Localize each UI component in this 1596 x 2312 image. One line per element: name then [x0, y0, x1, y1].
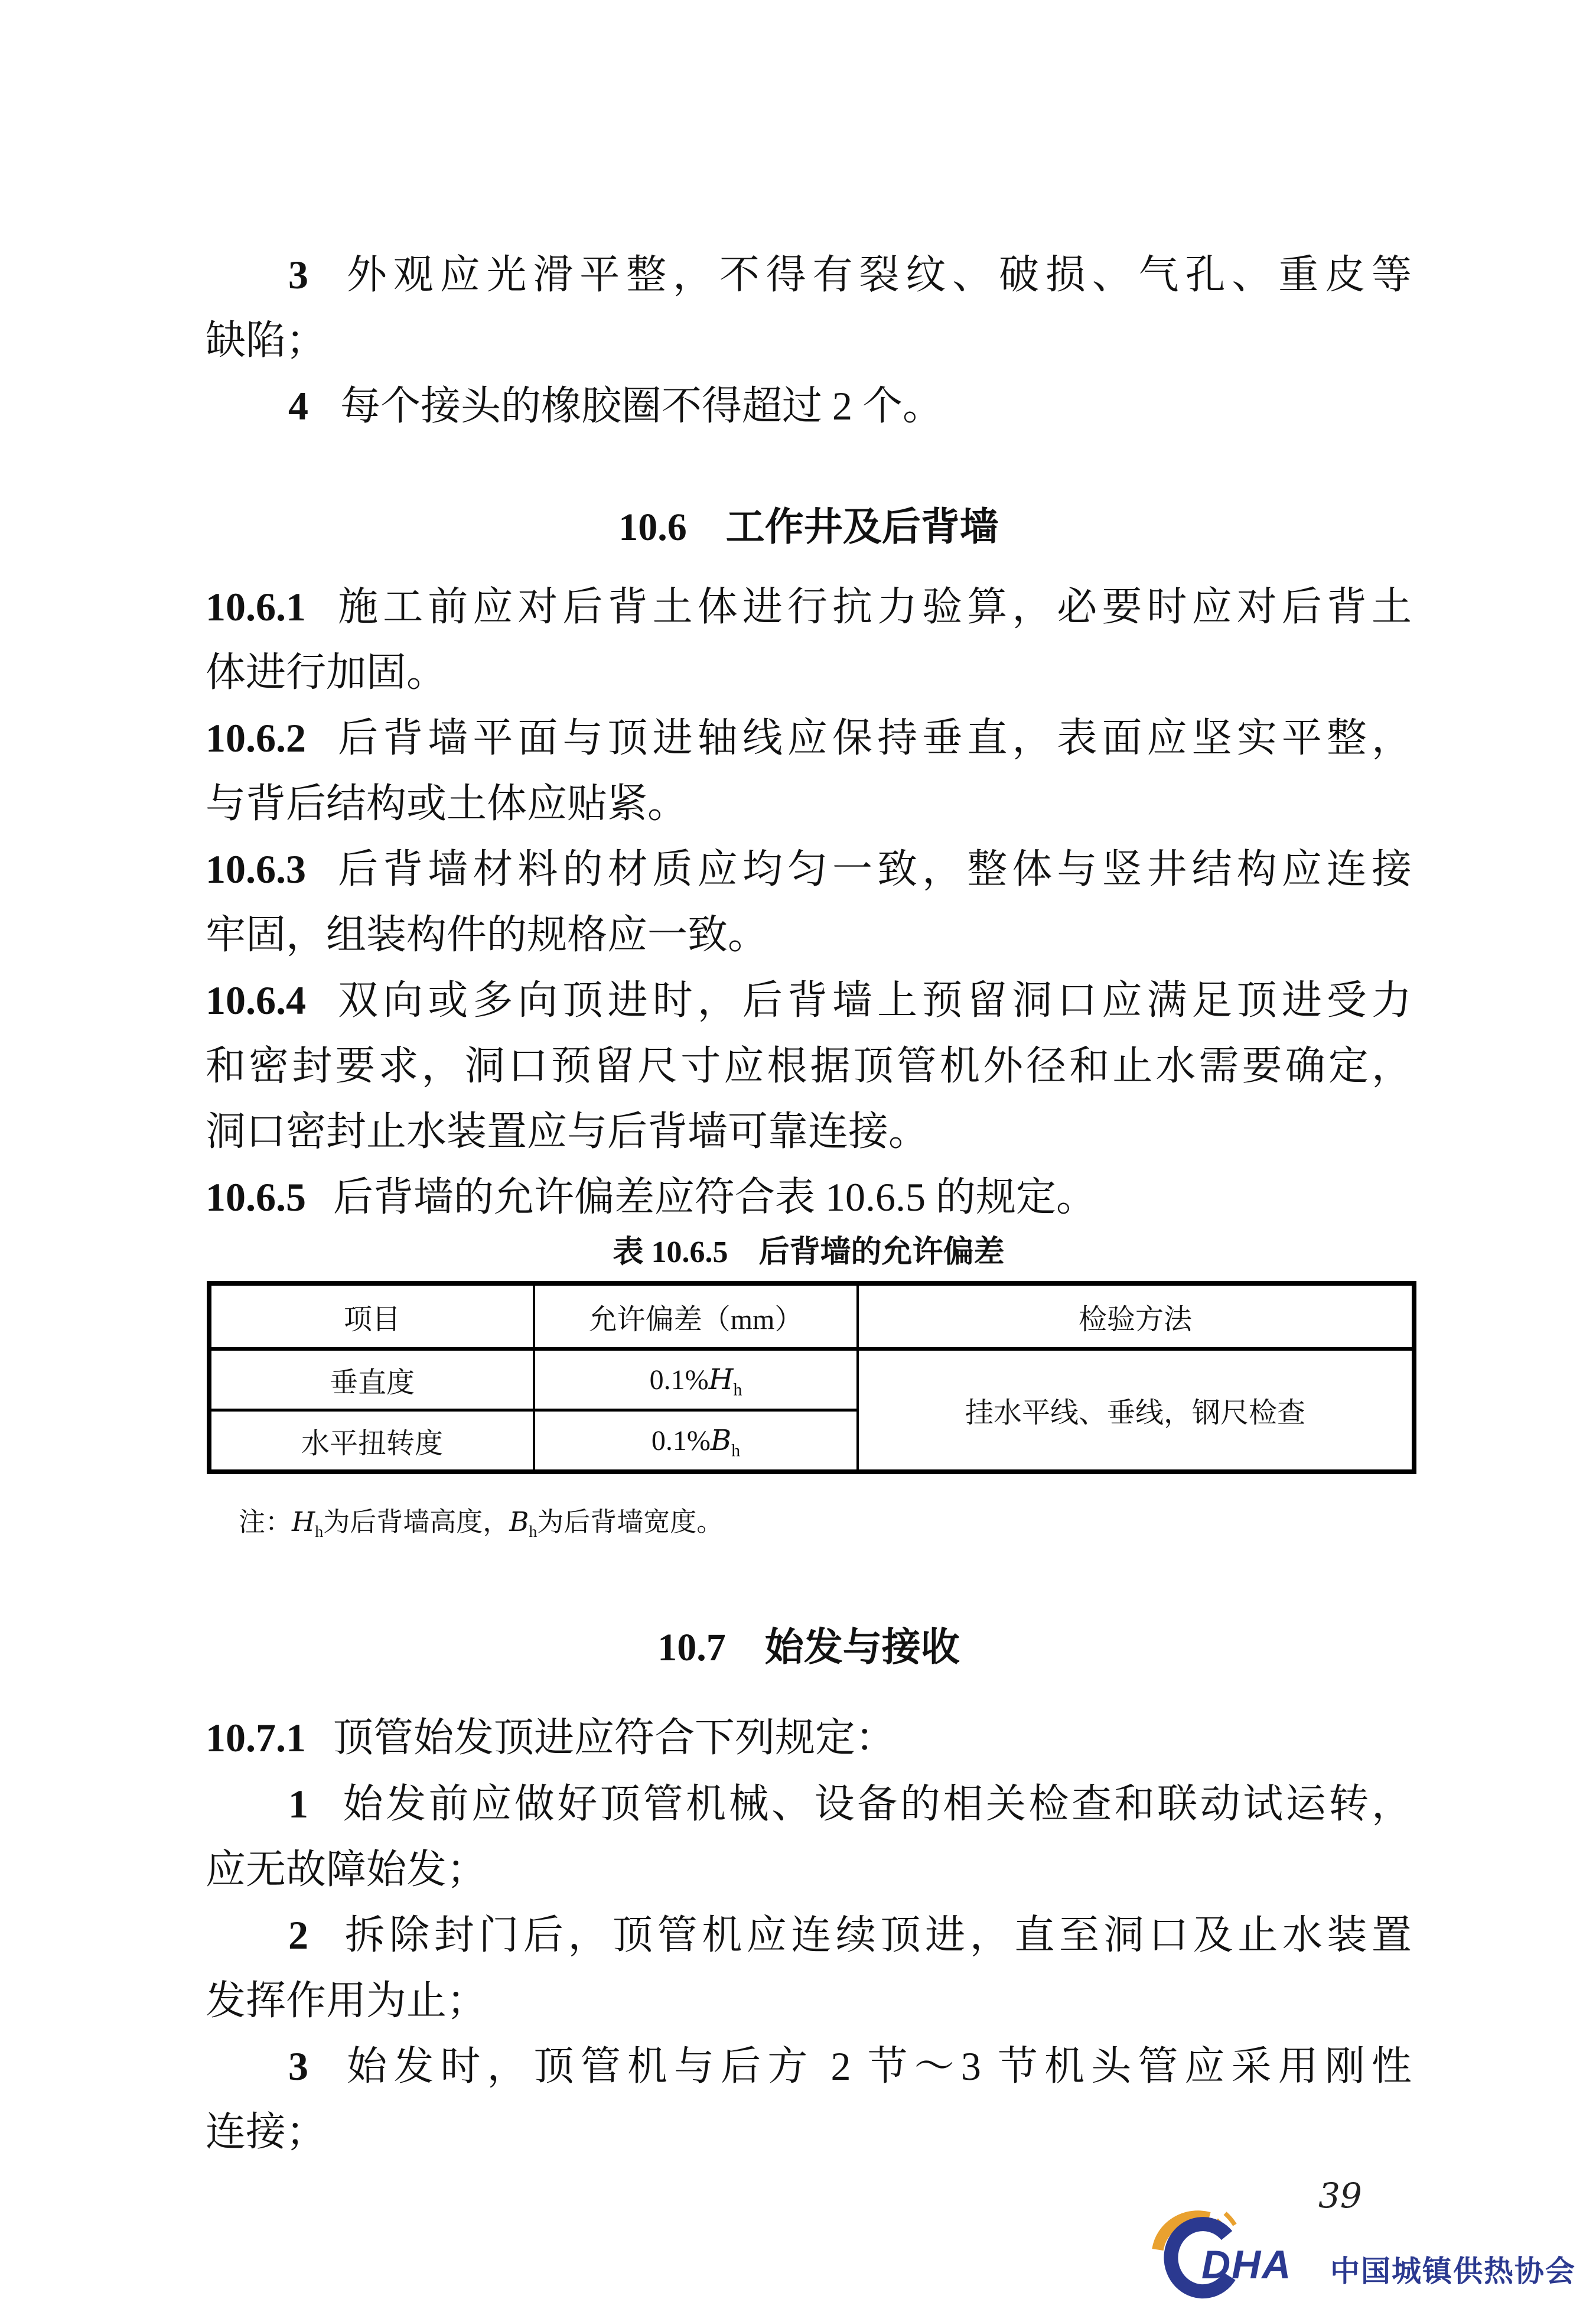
logo-org-name: 中国城镇供热协会	[1330, 2255, 1576, 2288]
item-text: 外观应光滑平整，不得有裂纹、破损、气孔、重皮等	[340, 252, 1412, 297]
clause-number: 10.6.4	[206, 978, 306, 1023]
clause-10-7-1	[206, 1713, 1412, 1762]
clause-10-6-2-continuation	[206, 779, 1412, 828]
list-item-3b	[206, 2042, 1412, 2090]
logo-acronym: DHA	[1201, 2242, 1292, 2287]
clause-10-6-1-continuation	[206, 648, 1412, 697]
table-header-item: 项目	[209, 1283, 534, 1349]
clause-text: 后背墙的允许偏差应符合表 10.6.5 的规定。	[333, 1175, 1097, 1220]
item-number: 2	[288, 1913, 308, 1957]
list-item-3	[206, 251, 1412, 299]
table-header-method: 检验方法	[858, 1283, 1414, 1349]
item-number: 3	[288, 252, 308, 297]
clause-10-6-4	[206, 976, 1412, 1025]
item-text: 发挥作用为止；	[206, 1978, 487, 2023]
tolerance-subscript: h	[731, 1440, 741, 1461]
list-item-1-continuation	[206, 1845, 1412, 1894]
table-cell-tolerance	[534, 1349, 858, 1410]
tolerance-value: 0.1%	[651, 1425, 711, 1456]
table-caption: 表 10.6.5 后背墙的允许偏差	[613, 1235, 1005, 1269]
item-text: 拆除封门后，顶管机应连续顶进，直至洞口及止水装置	[340, 1913, 1412, 1957]
item-text: 连接；	[206, 2109, 327, 2154]
clause-number: 10.6.2	[206, 716, 306, 760]
clause-10-6-4-continuation	[206, 1107, 1412, 1156]
section-heading-10-7: 10.7 始发与接收	[657, 1626, 960, 1669]
page-number: 39	[1318, 2176, 1362, 2216]
tolerance-value: 0.1%	[649, 1364, 709, 1396]
clause-text: 洞口密封止水装置应与后背墙可靠连接。	[206, 1109, 929, 1154]
clause-text: 双向或多向顶进时，后背墙上预留洞口应满足顶进受力	[333, 978, 1412, 1023]
item-text: 始发时，顶管机与后方 2 节～3 节机头管应采用刚性	[340, 2044, 1412, 2089]
clause-10-6-4-continuation	[206, 1042, 1412, 1090]
list-item-3b-continuation	[206, 2108, 1412, 2156]
note-text: 为后背墙宽度。	[537, 1507, 724, 1537]
note-subscript: h	[529, 1523, 538, 1541]
item-number: 1	[288, 1781, 308, 1826]
item-text: 缺陷；	[206, 318, 327, 363]
clause-text: 和密封要求，洞口预留尺寸应根据顶管机外径和止水需要确定，	[206, 1043, 1412, 1088]
clause-10-6-3-continuation	[206, 911, 1412, 959]
clause-text: 体进行加固。	[206, 650, 447, 695]
list-item-2-continuation	[206, 1976, 1412, 2025]
note-variable: H	[292, 1506, 315, 1537]
note-variable: B	[509, 1506, 529, 1537]
table-header-tolerance: 允许偏差（mm）	[534, 1283, 858, 1349]
note-subscript: h	[315, 1523, 324, 1541]
tolerance-table	[207, 1281, 1416, 1474]
cdha-logo	[1151, 2209, 1588, 2309]
clause-number: 10.7.1	[206, 1715, 306, 1760]
table-note	[239, 1505, 723, 1539]
clause-number: 10.6.3	[206, 847, 306, 892]
item-text: 始发前应做好顶管机械、设备的相关检查和联动试运转，	[340, 1781, 1412, 1826]
table-cell-item: 水平扭转度	[209, 1410, 534, 1472]
clause-text: 与背后结构或土体应贴紧。	[206, 781, 688, 826]
clause-10-6-1	[206, 583, 1412, 631]
item-text: 每个接头的橡胶圈不得超过 2 个。	[340, 383, 943, 428]
clause-10-6-3	[206, 845, 1412, 893]
clause-text: 顶管始发顶进应符合下列规定：	[333, 1715, 896, 1760]
clause-text: 后背墙平面与顶进轴线应保持垂直，表面应坚实平整，	[333, 716, 1412, 760]
clause-number: 10.6.5	[206, 1175, 306, 1220]
note-label: 注：	[239, 1507, 292, 1537]
item-number: 4	[288, 383, 308, 428]
clause-10-6-5	[206, 1173, 1412, 1221]
table-cell-method: 挂水平线、垂线，钢尺检查	[858, 1349, 1414, 1472]
item-number: 3	[288, 2044, 308, 2089]
clause-text: 牢固，组装构件的规格应一致。	[206, 912, 768, 957]
clause-text: 施工前应对后背土体进行抗力验算，必要时应对后背土	[333, 584, 1412, 629]
tolerance-variable: B	[710, 1424, 732, 1457]
clause-number: 10.6.1	[206, 584, 306, 629]
tolerance-variable: H	[708, 1363, 734, 1396]
item-text: 应无故障始发；	[206, 1847, 487, 1892]
note-text: 为后背墙高度，	[323, 1507, 510, 1537]
list-item-2	[206, 1911, 1412, 1959]
clause-text: 后背墙材料的材质应均匀一致，整体与竖井结构应连接	[333, 847, 1412, 892]
tolerance-subscript: h	[733, 1380, 742, 1400]
table-cell-item: 垂直度	[209, 1349, 534, 1410]
list-item-3-continuation	[206, 316, 1412, 365]
section-heading-10-6: 10.6 工作井及后背墙	[618, 506, 999, 549]
table-header-row	[209, 1283, 1414, 1349]
table-row	[209, 1349, 1414, 1410]
clause-10-6-2	[206, 714, 1412, 762]
list-item-4	[206, 382, 1412, 430]
table-cell-tolerance	[534, 1410, 858, 1472]
list-item-1	[206, 1780, 1412, 1828]
